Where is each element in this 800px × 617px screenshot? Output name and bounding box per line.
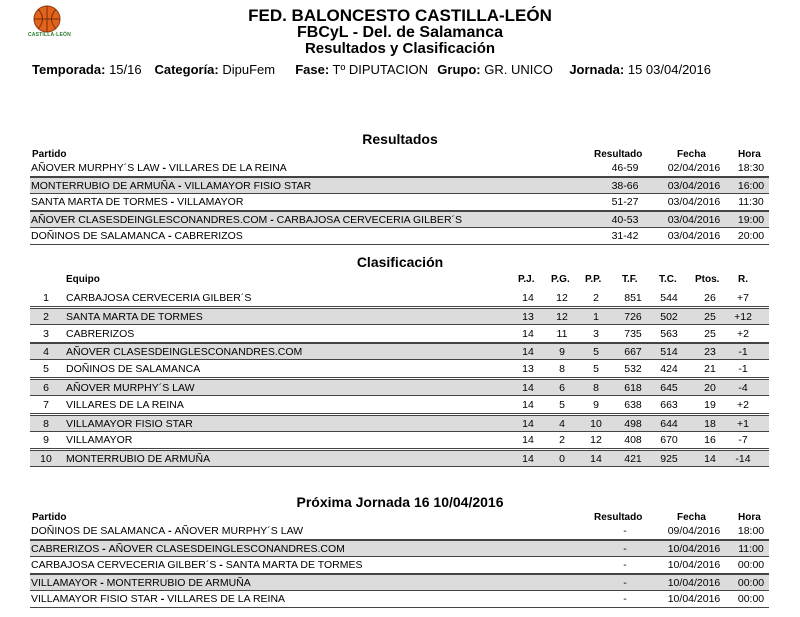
match-separator: - bbox=[159, 162, 169, 174]
team-name: DOÑINOS DE SALAMANCA bbox=[66, 363, 201, 376]
team-r: -1 bbox=[738, 363, 748, 376]
home-team: CARBAJOSA CERVECERIA GILBER´S bbox=[31, 559, 217, 571]
match-result: 38-66 bbox=[611, 180, 639, 192]
categoria-value: DipuFem bbox=[222, 62, 276, 77]
team-tf: 638 bbox=[624, 398, 642, 411]
match-time: 18:30 bbox=[737, 162, 765, 174]
away-team: CABRERIZOS bbox=[174, 230, 243, 242]
team-name: MONTERRUBIO DE ARMUÑA bbox=[66, 453, 211, 466]
standings-row bbox=[30, 415, 769, 432]
team-pj: 14 bbox=[522, 434, 534, 447]
away-team: CARBAJOSA CERVECERIA GILBER´S bbox=[276, 214, 463, 226]
team-tc: 644 bbox=[660, 417, 678, 430]
team-tc: 424 bbox=[660, 363, 678, 376]
team-tc: 645 bbox=[660, 382, 678, 394]
next-row bbox=[30, 591, 769, 608]
federation-title: FED. BALONCESTO CASTILLA-LEÓN bbox=[248, 6, 552, 25]
team-r: +1 bbox=[737, 417, 749, 430]
delegation-title: FBCyL - Del. de Salamanca bbox=[297, 24, 503, 41]
team-pj: 14 bbox=[522, 417, 534, 430]
team-ptos: 20 bbox=[704, 382, 716, 394]
match-result: 40-53 bbox=[611, 214, 639, 226]
team-position: 5 bbox=[43, 363, 49, 376]
home-team: DOÑINOS DE SALAMANCA bbox=[31, 230, 166, 242]
match-separator: - bbox=[157, 593, 168, 605]
standings-row bbox=[30, 432, 769, 449]
match-time: 11:00 bbox=[738, 543, 764, 555]
team-pj: 14 bbox=[522, 398, 534, 411]
standings-col-tf: T.F. bbox=[622, 274, 638, 285]
match-date: 03/04/2016 bbox=[667, 230, 721, 242]
away-team: SANTA MARTA DE TORMES bbox=[225, 559, 363, 571]
team-position: 2 bbox=[43, 310, 49, 323]
team-pj: 14 bbox=[522, 292, 534, 304]
temporada-label: Temporada: bbox=[32, 62, 106, 77]
team-position: 3 bbox=[43, 327, 49, 340]
jornada-label: Jornada: bbox=[569, 62, 625, 77]
next-col-resultado: Resultado bbox=[594, 512, 643, 523]
standings-col-ptos: Ptos. bbox=[695, 274, 720, 285]
match-time: 20:00 bbox=[737, 230, 765, 242]
match-teams bbox=[31, 593, 285, 605]
team-position: 7 bbox=[43, 398, 49, 411]
team-tf: 851 bbox=[624, 292, 642, 304]
standings-col-pg: P.G. bbox=[551, 274, 570, 285]
home-team: CABRERIZOS bbox=[31, 543, 100, 555]
match-date: 10/04/2016 bbox=[667, 577, 721, 589]
team-tf: 498 bbox=[624, 417, 642, 430]
away-team: VILLAMAYOR bbox=[177, 196, 244, 208]
match-result: - bbox=[623, 593, 627, 605]
team-position: 10 bbox=[40, 453, 52, 466]
team-pp: 12 bbox=[590, 434, 602, 447]
team-pp: 1 bbox=[593, 310, 599, 323]
standings-col-pj: P.J. bbox=[518, 274, 535, 285]
match-date: 09/04/2016 bbox=[667, 525, 721, 537]
team-name: VILLAMAYOR bbox=[66, 434, 133, 447]
next-col-hora: Hora bbox=[738, 512, 761, 523]
team-tc: 670 bbox=[660, 434, 678, 447]
team-tc: 544 bbox=[660, 292, 678, 304]
match-separator: - bbox=[267, 214, 277, 226]
match-result: 46-59 bbox=[611, 162, 639, 174]
team-pp: 8 bbox=[593, 382, 599, 394]
team-tf: 618 bbox=[624, 382, 642, 394]
team-pj: 14 bbox=[522, 382, 534, 394]
team-r: -1 bbox=[738, 346, 748, 359]
standings-row bbox=[30, 290, 769, 307]
away-team: VILLARES DE LA REINA bbox=[167, 593, 286, 605]
team-position: 6 bbox=[43, 382, 49, 394]
match-time: 00:00 bbox=[737, 559, 765, 571]
results-col-hora: Hora bbox=[738, 149, 761, 160]
team-tc: 502 bbox=[660, 310, 678, 323]
team-r: -7 bbox=[738, 434, 748, 447]
team-r: -14 bbox=[735, 453, 751, 466]
team-ptos: 21 bbox=[704, 363, 716, 376]
match-separator: - bbox=[165, 525, 175, 537]
team-ptos: 26 bbox=[704, 292, 716, 304]
team-r: +2 bbox=[737, 398, 749, 411]
page-subtitle: Resultados y Clasificación bbox=[304, 40, 496, 57]
standings-row bbox=[30, 450, 769, 467]
results-row bbox=[30, 177, 769, 194]
team-tf: 735 bbox=[624, 327, 642, 340]
match-date: 03/04/2016 bbox=[667, 214, 721, 226]
team-position: 1 bbox=[43, 292, 49, 304]
match-teams bbox=[31, 196, 243, 208]
fase-label: Fase: bbox=[295, 62, 330, 77]
match-separator: - bbox=[167, 196, 178, 208]
match-date: 03/04/2016 bbox=[667, 180, 721, 192]
team-name: AÑOVER CLASESDEINGLESCONANDRES.COM bbox=[66, 346, 303, 359]
next-row bbox=[30, 557, 769, 574]
match-time: 18:00 bbox=[737, 525, 765, 537]
match-time: 00:00 bbox=[737, 593, 765, 605]
away-team: VILLAMAYOR FISIO STAR bbox=[184, 180, 312, 192]
team-tf: 408 bbox=[624, 434, 642, 447]
standings-col-r: R. bbox=[738, 274, 748, 285]
team-ptos: 23 bbox=[704, 346, 716, 359]
results-row bbox=[30, 228, 769, 245]
match-result: 51-27 bbox=[611, 196, 639, 208]
standings-row bbox=[30, 361, 769, 378]
results-row bbox=[30, 160, 769, 177]
next-row bbox=[30, 540, 769, 557]
away-team: MONTERRUBIO DE ARMUÑA bbox=[106, 577, 251, 589]
match-teams bbox=[31, 525, 303, 537]
team-tf: 532 bbox=[624, 363, 642, 376]
team-name: AÑOVER MURPHY´S LAW bbox=[66, 382, 195, 394]
team-pj: 14 bbox=[522, 327, 534, 340]
team-pp: 10 bbox=[590, 417, 602, 430]
standings-row bbox=[30, 308, 769, 325]
team-ptos: 14 bbox=[704, 453, 716, 466]
team-pg: 4 bbox=[559, 417, 565, 430]
team-pg: 6 bbox=[559, 382, 565, 394]
team-pj: 13 bbox=[522, 310, 534, 323]
match-time: 00:00 bbox=[737, 577, 765, 589]
next-col-fecha: Fecha bbox=[677, 512, 706, 523]
next-col-partido: Partido bbox=[32, 512, 67, 523]
team-name: CARBAJOSA CERVECERIA GILBER´S bbox=[66, 292, 252, 304]
team-pg: 12 bbox=[556, 292, 568, 304]
results-row bbox=[30, 194, 769, 211]
team-tc: 925 bbox=[660, 453, 678, 466]
team-ptos: 25 bbox=[704, 310, 716, 323]
match-teams bbox=[31, 543, 345, 555]
match-time: 16:00 bbox=[737, 180, 765, 192]
team-pp: 5 bbox=[593, 346, 599, 359]
next-row bbox=[30, 574, 769, 591]
team-pg: 2 bbox=[559, 434, 565, 447]
next-title: Próxima Jornada 16 10/04/2016 bbox=[296, 494, 504, 510]
team-pg: 11 bbox=[556, 327, 568, 340]
team-tf: 421 bbox=[624, 453, 642, 466]
away-team: AÑOVER MURPHY´S LAW bbox=[174, 525, 304, 537]
standings-row bbox=[30, 379, 769, 396]
team-name: CABRERIZOS bbox=[66, 327, 135, 340]
home-team: VILLAMAYOR bbox=[31, 577, 98, 589]
team-pj: 14 bbox=[522, 453, 534, 466]
next-row bbox=[30, 523, 769, 540]
home-team: AÑOVER CLASESDEINGLESCONANDRES.COM bbox=[31, 214, 268, 226]
team-tf: 726 bbox=[624, 310, 642, 323]
team-tf: 667 bbox=[624, 346, 642, 359]
match-time: 11:30 bbox=[738, 196, 764, 208]
team-name: SANTA MARTA DE TORMES bbox=[66, 310, 203, 323]
match-time: 19:00 bbox=[737, 214, 765, 226]
standings-row bbox=[30, 343, 769, 360]
match-separator: - bbox=[99, 543, 109, 555]
team-r: +2 bbox=[737, 327, 749, 340]
home-team: VILLAMAYOR FISIO STAR bbox=[31, 593, 158, 605]
match-result: 31-42 bbox=[611, 230, 639, 242]
team-tc: 514 bbox=[660, 346, 678, 359]
match-result: - bbox=[623, 577, 627, 589]
grupo-label: Grupo: bbox=[437, 62, 481, 77]
match-date: 10/04/2016 bbox=[667, 543, 721, 555]
home-team: DOÑINOS DE SALAMANCA bbox=[31, 525, 166, 537]
match-separator: - bbox=[165, 230, 175, 242]
team-pj: 14 bbox=[522, 346, 534, 359]
away-team: VILLARES DE LA REINA bbox=[168, 162, 287, 174]
team-pp: 5 bbox=[593, 363, 599, 376]
results-col-partido: Partido bbox=[32, 149, 67, 160]
home-team: MONTERRUBIO DE ARMUÑA bbox=[31, 180, 176, 192]
team-pp: 3 bbox=[593, 327, 599, 340]
team-ptos: 25 bbox=[704, 327, 716, 340]
match-result: - bbox=[623, 525, 627, 537]
meta-line bbox=[32, 62, 713, 77]
results-col-fecha: Fecha bbox=[677, 149, 706, 160]
logo-caption: CASTILLA·LEÓN bbox=[28, 32, 71, 38]
team-pg: 8 bbox=[559, 363, 565, 376]
results-col-resultado: Resultado bbox=[594, 149, 643, 160]
match-date: 02/04/2016 bbox=[667, 162, 721, 174]
team-pg: 0 bbox=[559, 453, 565, 466]
team-pp: 2 bbox=[593, 292, 599, 304]
match-teams bbox=[31, 162, 287, 174]
team-pp: 9 bbox=[593, 398, 599, 411]
match-teams bbox=[31, 214, 462, 226]
team-ptos: 16 bbox=[704, 434, 716, 447]
team-r: -4 bbox=[738, 382, 748, 394]
team-position: 9 bbox=[43, 434, 49, 447]
team-tc: 663 bbox=[660, 398, 678, 411]
match-date: 03/04/2016 bbox=[667, 196, 721, 208]
grupo-value: GR. UNICO bbox=[484, 62, 553, 77]
team-ptos: 18 bbox=[704, 417, 716, 430]
match-separator: - bbox=[175, 180, 185, 192]
match-date: 10/04/2016 bbox=[667, 559, 721, 571]
temporada-value: 15/16 bbox=[109, 62, 142, 77]
team-name: VILLARES DE LA REINA bbox=[66, 398, 184, 411]
match-separator: - bbox=[97, 577, 107, 589]
match-result: - bbox=[623, 559, 627, 571]
team-position: 4 bbox=[43, 346, 49, 359]
team-pg: 5 bbox=[559, 398, 565, 411]
results-title: Resultados bbox=[362, 131, 438, 147]
match-separator: - bbox=[216, 559, 226, 571]
match-teams bbox=[31, 180, 311, 192]
team-pg: 12 bbox=[556, 310, 568, 323]
team-r: +7 bbox=[737, 292, 749, 304]
match-date: 10/04/2016 bbox=[667, 593, 721, 605]
standings-col-equipo: Equipo bbox=[66, 274, 100, 285]
team-r: +12 bbox=[734, 310, 752, 323]
match-teams bbox=[31, 559, 362, 571]
team-pj: 13 bbox=[522, 363, 534, 376]
home-team: AÑOVER MURPHY´S LAW bbox=[31, 162, 160, 174]
results-row bbox=[30, 211, 769, 228]
standings-col-tc: T.C. bbox=[659, 274, 677, 285]
team-position: 8 bbox=[43, 417, 49, 430]
jornada-value: 15 03/04/2016 bbox=[627, 62, 711, 77]
standings-row bbox=[30, 397, 769, 414]
match-result: - bbox=[623, 543, 627, 555]
team-pg: 9 bbox=[559, 346, 565, 359]
standings-title: Clasificación bbox=[356, 254, 444, 270]
team-tc: 563 bbox=[660, 327, 678, 340]
standings-row bbox=[30, 326, 769, 343]
categoria-label: Categoría: bbox=[154, 62, 219, 77]
match-teams bbox=[31, 230, 243, 242]
team-name: VILLAMAYOR FISIO STAR bbox=[66, 417, 193, 430]
home-team: SANTA MARTA DE TORMES bbox=[31, 196, 168, 208]
team-ptos: 19 bbox=[704, 398, 716, 411]
fase-value: Tº DIPUTACION bbox=[332, 62, 429, 77]
away-team: AÑOVER CLASESDEINGLESCONANDRES.COM bbox=[108, 543, 345, 555]
team-pp: 14 bbox=[590, 453, 602, 466]
match-teams bbox=[31, 577, 251, 589]
standings-col-pp: P.P. bbox=[585, 274, 602, 285]
